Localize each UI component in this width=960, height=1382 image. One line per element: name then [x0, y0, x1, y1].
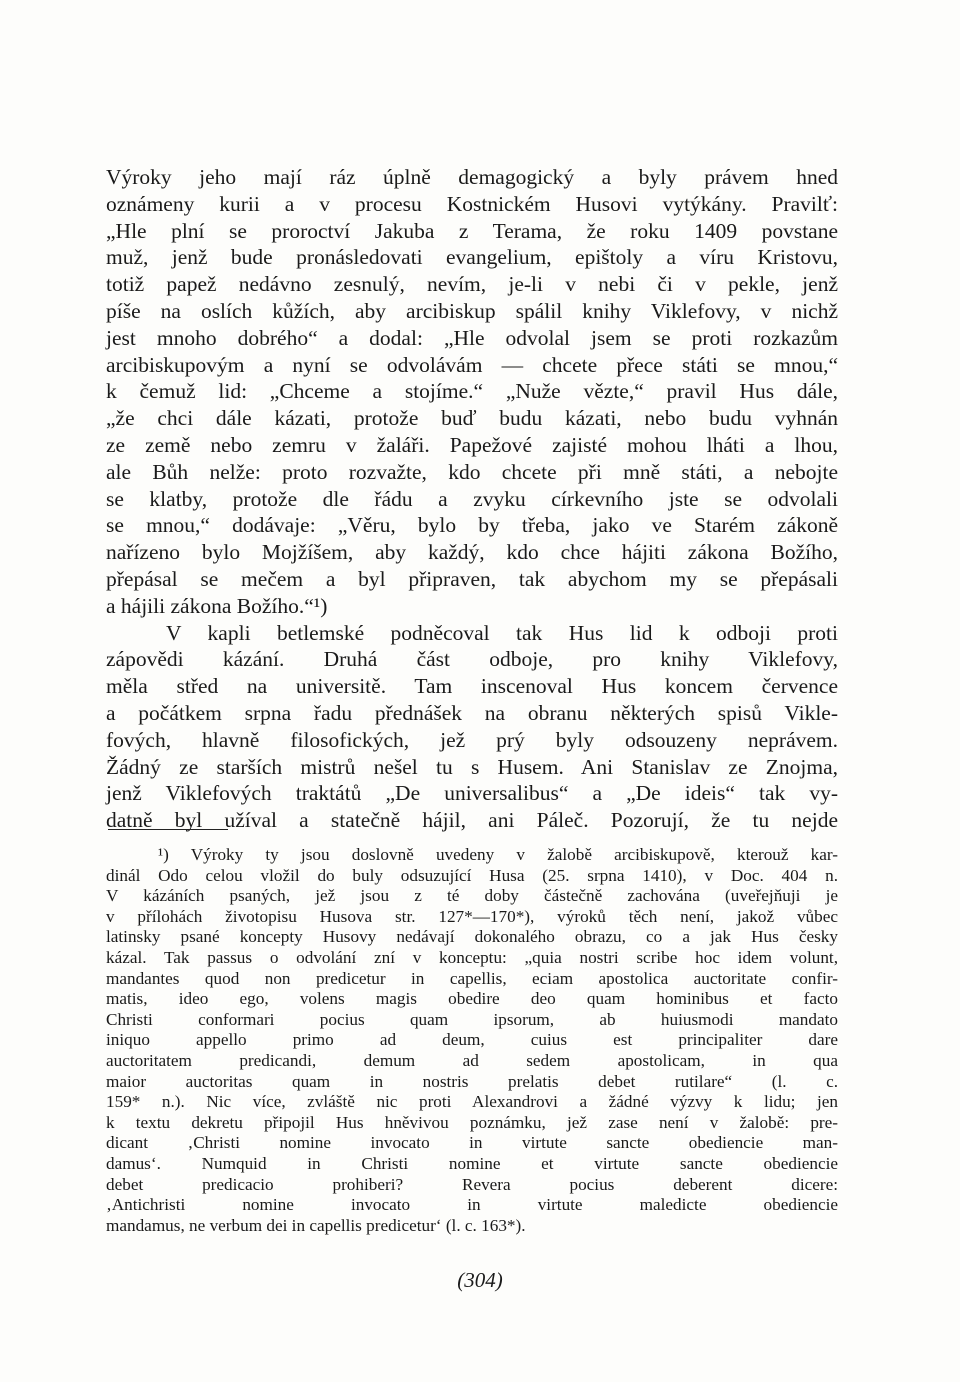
body-line: ze země nebo zemru v žaláři. Papežové zajisté mohou lháti a lhou, — [106, 432, 838, 457]
body-line: nařízeno bylo Mojžíšem, aby každý, kdo chce hájiti zákona Božího, — [106, 540, 838, 565]
footnote-line: matis, ideo ego, volens magis obedire deo quam hominibus et facto — [106, 989, 838, 1009]
footnote-line: damus‘. Numquid in Christi nomine et virtute sancte obediencie — [106, 1153, 838, 1173]
main-text-block — [106, 164, 838, 834]
body-line: muž, jenž bude pronásledovati evangelium, epištoly a víru Kristovu, — [106, 245, 838, 270]
body-line: měla střed na universitě. Tam inscenoval Hus koncem července — [106, 674, 838, 699]
footnote-line: k textu dekretu připojil Hus hněvivou poznámku, jež zase není v žalobě: pre- — [106, 1112, 838, 1132]
body-line: oznámeny kurii a v procesu Kostnickém Husovi vytýkány. Pravilť: — [106, 191, 838, 216]
footnote-line: ¹) Výroky ty jsou doslovně uvedeny v žalobě arcibiskupově, kterouž kar- — [158, 845, 838, 864]
footnote-line: maior auctoritas quam in nostris prelatis debet rutilare“ (l. c. — [106, 1071, 838, 1091]
body-line: se mnou,“ dodávaje: „Věru, bylo by třeba, jako ve Starém zákoně — [106, 513, 838, 538]
body-line: a hájili zákona Božího.“¹) — [106, 593, 328, 618]
body-line: Žádný ze starších mistrů nešel tu s Husem. Ani Stanislav ze Znojma, — [106, 754, 838, 779]
body-line: přepásal se mečem a byl připraven, tak abychom my se přepásali — [106, 566, 838, 591]
body-line: a počátkem srpna řadu přednášek na obranu některých spisů Vikle- — [106, 700, 838, 725]
footnote-line: kázal. Tak passus o odvolání zní v konceptu: „quia nostri scribe hoc idem volunt, — [106, 947, 838, 967]
footnote-line: debet predicacio prohiberi? Revera pocius deberent dicere: — [106, 1174, 838, 1194]
footnote-line: mandantes quod non predicetur in capellis, eciam apostolica auctoritate confir- — [106, 968, 838, 988]
footnote-line: ‚Antichristi nomine invocato in virtute maledicte obediencie — [106, 1195, 838, 1215]
body-line: datně byl užíval a statečně hájil, ani Páleč. Pozorují, že tu nejde — [106, 808, 838, 833]
body-line: ale Bůh nelže: proto rozvažte, kdo chcete při mně státi, a nebojte — [106, 459, 838, 484]
body-line: „Hle plní se proroctví Jakuba z Terama, že roku 1409 povstane — [106, 218, 838, 243]
body-line: se klatby, protože dle řádu a zvyku církevního jste se odvolali — [106, 486, 838, 511]
footnote-line: latinsky psané koncepty Husovy nedávají dokonalého obrazu, co a jak Hus česky — [106, 927, 838, 947]
footnote-line: dicant ‚Christi nomine invocato in virtute sancte obediencie man- — [106, 1133, 838, 1153]
body-line: jenž Viklefových traktátů „De universalibus“ a „De ideis“ tak vy- — [106, 781, 838, 806]
footnote-line: v přílohách životopisu Husova str. 127*—170*), výroků těch není, jakož vůbec — [106, 906, 838, 926]
body-line: Výroky jeho mají ráz úplně demagogický a byly právem hned — [106, 165, 838, 189]
body-line: totiž papež nedávno zesnulý, nevím, je-li v nebi či v pekle, jenž — [106, 272, 838, 297]
footnote-line: Christi conformari pocius quam ipsorum, ab huiusmodi mandato — [106, 1009, 838, 1029]
footnote-line: mandamus, ne verbum dei in capellis predicetur‘ (l. c. 163*). — [106, 1215, 526, 1235]
page-number: (304) — [457, 1268, 503, 1292]
body-line: k čemuž lid: „Chceme a stojíme.“ „Nuže vězte,“ pravil Hus dále, — [106, 379, 838, 404]
footnote-line: iniquo appello primo ad deum, cuius est principaliter dare — [106, 1030, 838, 1050]
body-line: jest mnoho dobrého“ a dodal: „Hle odvolal jsem se proti rozkazům — [106, 325, 838, 350]
footnote-separator — [108, 829, 228, 830]
footnote-line: 159* n.). Nic více, zvláště nic proti Alexandrovi a žádné výzvy k lidu; jen — [106, 1092, 838, 1112]
body-line: arcibiskupovým a nyní se odvolávám — chcete přece státi se mnou,“ — [106, 352, 838, 377]
body-line: píše na oslích kůžích, aby arcibiskup spálil knihy Viklefovy, v nichž — [106, 298, 838, 323]
body-line: fových, hlavně filosofických, jež prý byly odsouzeny neprávem. — [106, 727, 838, 752]
body-line: „že chci dále kázati, protože buď budu kázati, nebo budu vyhnán — [106, 406, 838, 431]
footnotes-block — [106, 845, 838, 1236]
footnote-line: auctoritatem predicandi, demum ad sedem apostolicam, in qua — [106, 1050, 838, 1070]
footnote-line: dinál Odo celou vložil do buly odsuzující Husa (25. srpna 1410), v Doc. 404 n. — [106, 865, 838, 885]
footnote-line: V kázáních psaných, jež jsou z té doby částečně zachována (uveřejňuji je — [106, 886, 838, 906]
body-line: zápovědi kázání. Druhá část odboje, pro knihy Viklefovy, — [106, 647, 838, 672]
body-line: V kapli betlemské podněcoval tak Hus lid k odboji proti — [166, 620, 838, 645]
